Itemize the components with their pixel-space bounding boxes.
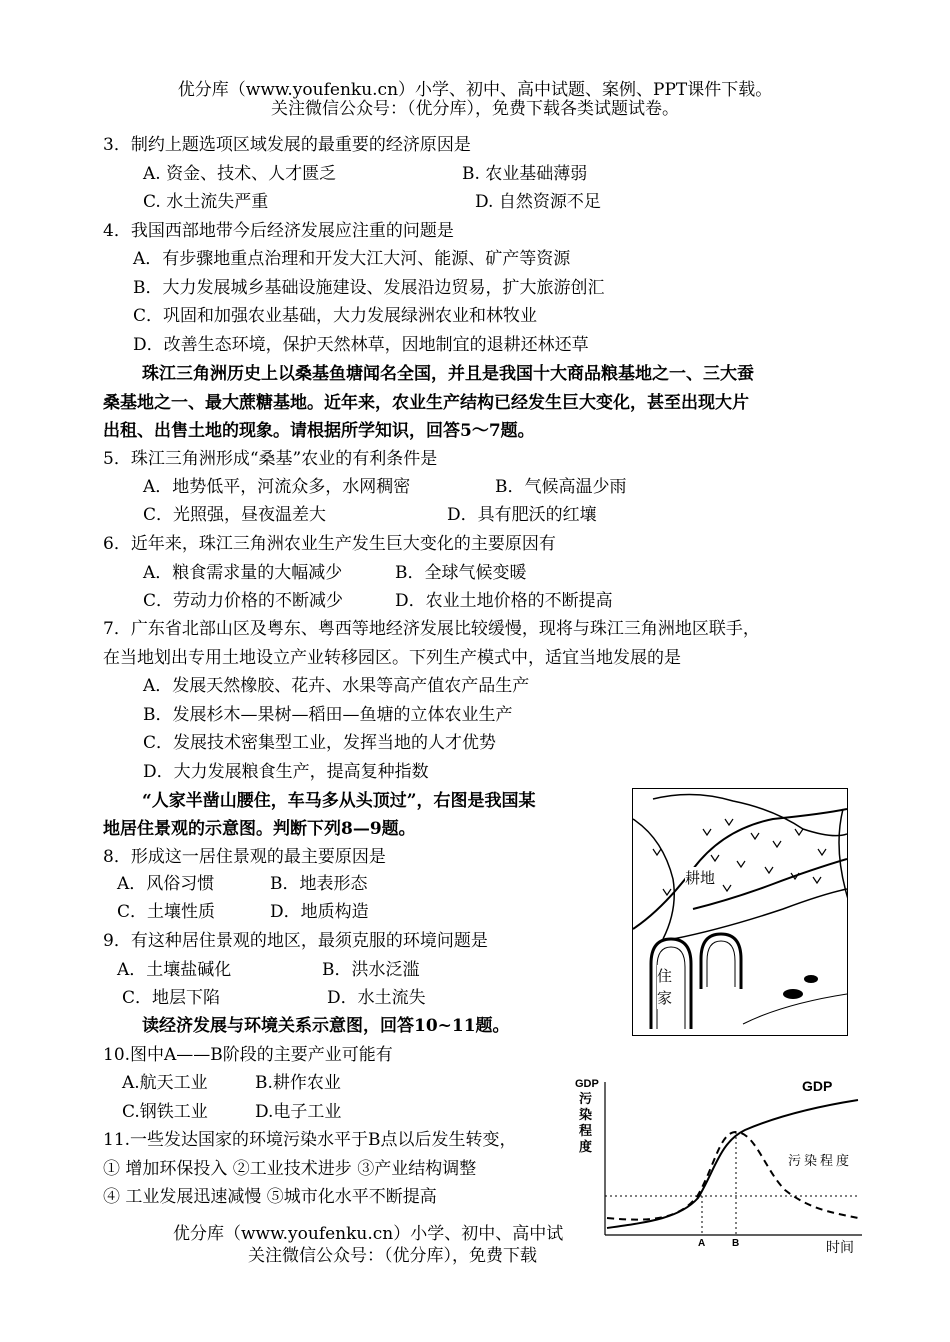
- q8-option-c: C．土壤性质: [117, 902, 216, 922]
- q4-option-d: D．改善生态环境，保护天然林草，因地制宜的退耕还林还草: [133, 335, 589, 355]
- q5-option-d: D．具有肥沃的红壤: [447, 505, 597, 525]
- q9-option-b: B．洪水泛滥: [322, 960, 420, 980]
- q9-option-a: A．土壤盐碱化: [117, 960, 232, 980]
- q4-stem: 4．我国西部地带今后经济发展应注重的问题是: [103, 221, 454, 241]
- q7-option-c: C．发展技术密集型工业，发挥当地的人才优势: [143, 733, 497, 753]
- gdp-series-label: GDP: [802, 1078, 833, 1094]
- intro-5-7-line-3: 出租、出售土地的现象。请根据所学知识，回答5～7题。: [103, 421, 535, 441]
- q8-option-d: D．地质构造: [270, 902, 369, 922]
- q3-option-d: D. 自然资源不足: [475, 192, 601, 212]
- q11-options-line-2: ④ 工业发展迅速减慢 ⑤城市化水平不断提高: [103, 1187, 437, 1207]
- label-farmland: 耕地: [685, 869, 716, 887]
- q9-stem: 9．有这种居住景观的地区，最须克服的环境问题是: [103, 931, 488, 951]
- y-label-pollution: 污染程度: [579, 1092, 593, 1155]
- q7-option-a: A．发展天然橡胶、花卉、水果等高产值农产品生产: [143, 676, 530, 696]
- q8-option-b: B．地表形态: [270, 874, 368, 894]
- q5-option-b: B．气候高温少雨: [495, 477, 627, 497]
- q7-stem-1: 7．广东省北部山区及粤东、粤西等地经济发展比较缓慢，现将与珠江三角洲地区联手，: [103, 619, 760, 639]
- q5-option-a: A．地势低平，河流众多，水网稠密: [143, 477, 411, 497]
- footer-line-2: 关注微信公众号：（优分库），免费下载: [248, 1246, 537, 1266]
- header-line-2: 关注微信公众号：（优分库），免费下载各类试题试卷。: [271, 99, 679, 119]
- q5-option-c: C．光照强，昼夜温差大: [143, 505, 327, 525]
- label-home: 住家: [657, 967, 673, 1007]
- q7-option-b: B．发展杉木—果树—稻田—鱼塘的立体农业生产: [143, 705, 513, 725]
- q11-stem: 11.一些发达国家的环境污染水平于B点以后发生转变，: [103, 1130, 517, 1150]
- intro-8-9-line-2: 地居住景观的示意图。判断下列8—9题。: [103, 819, 416, 839]
- q9-option-d: D．水土流失: [327, 988, 426, 1008]
- q10-option-a: A.航天工业: [122, 1073, 208, 1093]
- cave-dwelling-figure: [632, 788, 848, 1036]
- q10-stem: 10.图中A——B阶段的主要产业可能有: [103, 1045, 393, 1065]
- q3-option-c: C. 水土流失严重: [143, 192, 269, 212]
- q3-stem: 3．制约上题选项区域发展的最重要的经济原因是: [103, 135, 471, 155]
- q4-option-a: A．有步骤地重点治理和开发大江大河、能源、矿产等资源: [133, 249, 571, 269]
- q3-option-a: A. 资金、技术、人才匮乏: [143, 164, 337, 184]
- q4-option-b: B．大力发展城乡基础设施建设、发展沿边贸易，扩大旅游创汇: [133, 278, 605, 298]
- q6-option-d: D．农业土地价格的不断提高: [395, 591, 613, 611]
- q6-option-a: A．粮食需求量的大幅减少: [143, 563, 343, 583]
- q6-option-b: B．全球气候变暖: [395, 563, 527, 583]
- intro-5-7-line-1: 珠江三角洲历史上以桑基鱼塘闻名全国，并且是我国十大商品粮基地之一、三大蚕: [142, 364, 754, 384]
- x-mark-a: A: [698, 1238, 706, 1249]
- footer-line-1: 优分库（www.youfenku.cn）小学、初中、高中试: [173, 1224, 564, 1244]
- y-label-gdp: GDP: [575, 1078, 599, 1090]
- q9-option-c: C．地层下陷: [122, 988, 221, 1008]
- q6-stem: 6．近年来，珠江三角洲农业生产发生巨大变化的主要原因有: [103, 534, 556, 554]
- pollution-series-label: 污染程度: [788, 1154, 853, 1169]
- q8-stem: 8．形成这一居住景观的最主要原因是: [103, 847, 386, 867]
- q4-option-c: C．巩固和加强农业基础，大力发展绿洲农业和林牧业: [133, 306, 538, 326]
- q11-options-line-1: ① 增加环保投入 ②工业技术进步 ③产业结构调整: [103, 1159, 477, 1179]
- q7-option-d: D．大力发展粮食生产，提高复种指数: [143, 762, 429, 782]
- x-label-time: 时间: [826, 1240, 854, 1256]
- q5-stem: 5．珠江三角洲形成“桑基”农业的有利条件是: [103, 449, 438, 469]
- intro-8-9-line-1: “人家半凿山腰住，车马多从头顶过”，右图是我国某: [142, 791, 536, 811]
- gdp-pollution-chart: [570, 1070, 870, 1260]
- q10-option-b: B.耕作农业: [255, 1073, 341, 1093]
- q10-option-c: C.钢铁工业: [122, 1102, 208, 1122]
- q3-option-b: B. 农业基础薄弱: [462, 164, 588, 184]
- q10-option-d: D.电子工业: [255, 1102, 342, 1122]
- q7-stem-2: 在当地划出专用土地设立产业转移园区。下列生产模式中，适宜当地发展的是: [103, 648, 681, 668]
- header-line-1: 优分库（www.youfenku.cn）小学、初中、高中试题、案例、PPT课件下载。: [177, 80, 773, 100]
- x-mark-b: B: [732, 1238, 740, 1249]
- intro-10-11: 读经济发展与环境关系示意图，回答10~11题。: [142, 1016, 510, 1036]
- intro-5-7-line-2: 桑基地之一、最大蔗糖基地。近年来，农业生产结构已经发生巨大变化，甚至出现大片: [103, 393, 749, 413]
- q8-option-a: A．风俗习惯: [117, 874, 215, 894]
- q6-option-c: C．劳动力价格的不断减少: [143, 591, 344, 611]
